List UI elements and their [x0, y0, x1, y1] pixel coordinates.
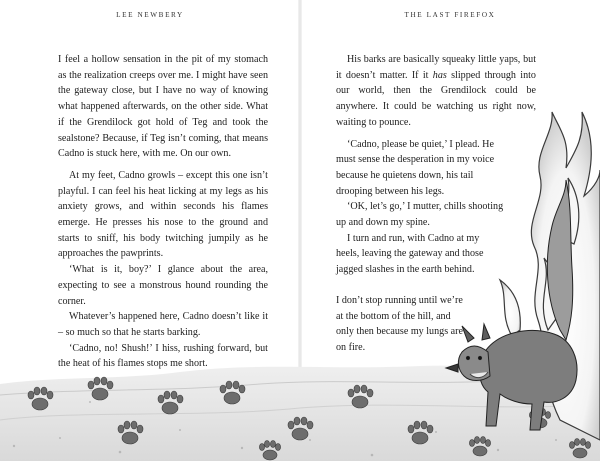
paragraph: I feel a hollow sensation in the pit of my stomach as the realization creeps over me. I might have seen the gateway close, but I have no way of knowing what happened afterwards, on the other side. What if the Grendilock got hold of Teg and took the sealstone? Because, if Teg isn’t coming, that means Cadno is stuck here, with me. On our own. — [58, 54, 268, 160]
right-body-text — [336, 52, 536, 356]
paragraph: I don’t stop running until we’re at the bottom of the hill, and only then because my lungs are on fire. — [336, 294, 463, 353]
right-page — [300, 0, 600, 461]
emphasis: has — [432, 69, 447, 81]
paragraph: ‘Cadno, no! Shush!’ I hiss, rushing forward, but the heat of his flames stops me short. — [58, 342, 268, 370]
paragraph — [336, 52, 536, 131]
paragraph: At my feet, Cadno growls – except this one isn’t playful. I can feel his heat licking at my legs as his anxiety grows, and within seconds his flames emerge. He presses his nose to the ground and starts to sniff, his body twitching jumpily as he approaches the pawprints. — [58, 169, 268, 260]
paragraph-text: His barks are basically squeaky little yaps, but it doesn’t matter. If it — [336, 54, 536, 81]
paragraph: ‘Cadno, please be quiet,’ I plead. He must sense the desperation in my voice because he quietens down, his tail drooping between his legs. — [336, 138, 495, 197]
running-head-title: THE LAST FIREFOX — [404, 11, 496, 19]
paragraph: I turn and run, with Cadno at my heels, leaving the gateway and those jagged slashes in the earth behind. — [336, 232, 484, 276]
paragraph: ‘What is it, boy?’ I glance about the area, expecting to see a monstrous hound rounding the corner. — [58, 264, 268, 307]
paragraph: ‘OK, let’s go,’ I mutter, chills shooting up and down my spine. — [336, 201, 504, 229]
paragraph-text: slipped through into our world, then the Grendilock could be anywhere. It could be watching us right now, waiting to pounce. — [336, 69, 536, 128]
section-break — [336, 278, 536, 293]
paragraph: Whatever’s happened here, Cadno doesn’t like it – so much so that he starts barking. — [58, 311, 268, 338]
running-head-author: LEE NEWBERY — [116, 11, 184, 19]
